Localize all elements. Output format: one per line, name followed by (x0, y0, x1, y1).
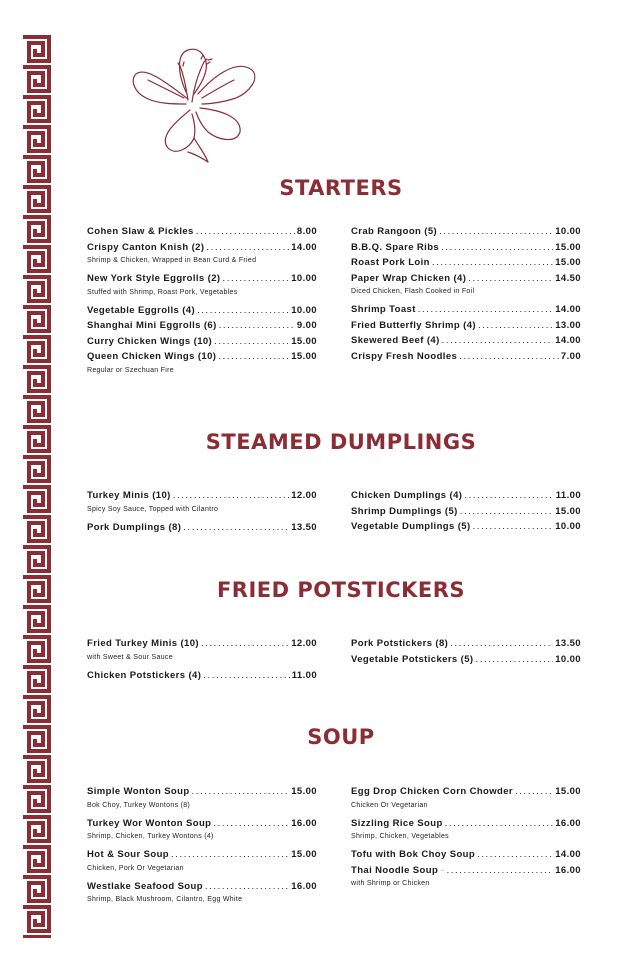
menu-item-line (351, 863, 581, 879)
menu-item-name: Egg Drop Chicken Corn Chowder (351, 786, 514, 797)
menu-item-price: 8.00 (296, 226, 317, 237)
dot-leader (445, 816, 554, 832)
potstickers-right-column (351, 636, 581, 667)
menu-item-price: 14.50 (555, 272, 581, 284)
menu-item (87, 784, 317, 811)
menu-item-price: 12.00 (291, 490, 317, 501)
menu-item-description: Chicken Or Vegetarian (351, 801, 428, 809)
starters-left-column (87, 224, 317, 381)
dot-leader (441, 240, 553, 256)
menu-item-name: B.B.Q. Spare Ribs (351, 241, 440, 253)
menu-item-name: Fried Turkey Minis (10) (87, 638, 199, 649)
menu-item (87, 847, 317, 874)
menu-item-description: Shrimp & Chicken, Wrapped in Bean Curd & Fried (87, 257, 257, 264)
menu-item-name: New York Style Eggrolls (2) (87, 273, 221, 284)
dot-leader (205, 879, 289, 895)
menu-item-price: 12.00 (291, 638, 317, 649)
dot-leader (219, 318, 295, 334)
dot-leader (450, 636, 553, 652)
menu-item-line (351, 302, 581, 318)
greek-key-border (20, 34, 52, 938)
menu-item-line (87, 303, 317, 319)
menu-item-price: 14.00 (555, 335, 581, 346)
menu-item-name: Turkey Minis (10) (87, 490, 171, 501)
menu-item-name: Simple Wonton Soup (87, 786, 190, 797)
soup-left-column (87, 784, 317, 910)
dot-leader (418, 302, 553, 318)
menu-item-name: Vegetable Eggrolls (4) (87, 304, 196, 316)
menu-item-line (351, 318, 581, 334)
menu-item (87, 349, 317, 376)
menu-item-price: 11.00 (555, 490, 581, 501)
menu-item-name: Skewered Beef (4) (351, 335, 440, 346)
menu-item-line (351, 816, 581, 832)
menu-item-line (87, 879, 317, 895)
menu-item (351, 784, 581, 811)
dot-leader (173, 488, 290, 504)
dot-leader (459, 349, 559, 365)
menu-item-price: 10.00 (555, 653, 581, 665)
dot-leader (473, 519, 554, 535)
menu-item-price: 13.50 (291, 521, 317, 533)
menu-item (87, 636, 317, 663)
section-title-soup: SOUP (307, 725, 375, 749)
menu-item-name: Chicken Potstickers (4) (87, 669, 202, 681)
menu-item-name: Shrimp Dumplings (5) (351, 505, 458, 517)
menu-item (87, 240, 317, 267)
menu-item-description: Spicy Soy Sauce, Topped with Cilantro (87, 505, 219, 513)
menu-item-line (87, 488, 317, 504)
menu-item-price: 15.00 (555, 505, 581, 517)
section-title-starters: STARTERS (279, 176, 403, 200)
dot-leader (201, 636, 289, 652)
menu-item-name: Turkey Wor Wonton Soup (87, 817, 212, 829)
menu-item-price: 16.00 (555, 864, 581, 876)
dot-leader (464, 488, 553, 504)
menu-item-line (351, 240, 581, 256)
menu-item-line (87, 847, 317, 863)
dot-leader (192, 784, 290, 800)
menu-item-line (351, 636, 581, 652)
menu-item-price: 15.00 (555, 241, 581, 253)
menu-item-line (87, 334, 317, 350)
menu-item-line (87, 668, 317, 684)
menu-item-description: with Sweet & Sour Sauce (87, 653, 173, 661)
menu-item-price: 15.00 (555, 786, 581, 797)
dot-leader (468, 271, 553, 287)
dot-leader (432, 255, 553, 271)
menu-item (351, 636, 581, 652)
menu-item (351, 302, 581, 318)
menu-item-description: Shrimp, Chicken, Vegetables (351, 833, 449, 840)
menu-item-name: Crispy Fresh Noodles (351, 350, 458, 362)
hibiscus-flower-icon (128, 44, 266, 166)
menu-item-price: 10.00 (291, 273, 317, 284)
menu-item-line (87, 784, 317, 800)
section-title-fried-potstickers: FRIED POTSTICKERS (216, 578, 466, 602)
menu-item (351, 333, 581, 349)
menu-item-name: Crispy Canton Knish (2) (87, 241, 205, 253)
menu-item-price: 10.00 (291, 304, 317, 316)
menu-item-name: Roast Pork Loin (351, 257, 430, 268)
dot-leader (213, 816, 289, 832)
menu-item-name: Vegetable Potstickers (5) (351, 653, 474, 665)
menu-item-price: 16.00 (555, 817, 581, 829)
menu-item-price: 14.00 (555, 849, 581, 860)
dot-leader (197, 303, 289, 319)
menu-item (351, 488, 581, 504)
menu-item-line (351, 224, 581, 240)
dot-leader (442, 333, 554, 349)
potstickers-left-column (87, 636, 317, 683)
menu-item-line (87, 636, 317, 652)
menu-item-name: Shrimp Toast (351, 304, 416, 315)
chili-pepper-icon (441, 867, 444, 873)
menu-item-description: with Shrimp or Chicken (351, 880, 430, 887)
menu-item-price: 9.00 (296, 320, 317, 331)
soup-right-column (351, 784, 581, 894)
menu-item-name: Fried Butterfly Shrimp (4) (351, 319, 476, 331)
menu-item-line (87, 520, 317, 536)
menu-item-line (87, 318, 317, 334)
menu-item-line (87, 349, 317, 365)
menu-item-price: 10.00 (555, 226, 581, 237)
menu-item (351, 318, 581, 334)
menu-item-line (351, 847, 581, 863)
menu-item-name: Chicken Dumplings (4) (351, 490, 463, 501)
menu-item-description: Stuffed with Shrimp, Roast Pork, Vegetables (87, 288, 238, 296)
menu-item-line (87, 240, 317, 256)
dot-leader (222, 271, 289, 287)
menu-item (87, 303, 317, 319)
menu-item-line (87, 271, 317, 287)
dot-leader (477, 847, 553, 863)
dumplings-left-column (87, 488, 317, 535)
menu-item-name: Sizzling Rice Soup (351, 817, 443, 829)
menu-item-price: 16.00 (291, 817, 317, 829)
menu-item-price: 15.00 (291, 786, 317, 797)
menu-item (87, 334, 317, 350)
dot-leader (515, 784, 553, 800)
menu-item-line (351, 255, 581, 271)
menu-item (87, 488, 317, 515)
menu-item (351, 863, 581, 890)
menu-item (87, 879, 317, 906)
dot-leader (203, 668, 289, 684)
menu-item-name: Queen Chicken Wings (10) (87, 351, 217, 362)
dot-leader (171, 847, 289, 863)
menu-item (351, 224, 581, 240)
menu-item-price: 13.50 (555, 638, 581, 649)
menu-item-line (351, 519, 581, 535)
menu-item-line (87, 224, 317, 240)
menu-item-line (351, 488, 581, 504)
menu-item-name: Hot & Sour Soup (87, 849, 169, 860)
menu-item-price: 10.00 (555, 521, 581, 532)
dot-leader (475, 652, 553, 668)
menu-item (351, 816, 581, 843)
menu-item (351, 519, 581, 535)
menu-item-line (351, 504, 581, 520)
menu-item-price: 15.00 (291, 849, 317, 860)
menu-item-description: Chicken, Pork Or Vegetarian (87, 864, 184, 872)
menu-item (351, 271, 581, 298)
menu-item (87, 224, 317, 240)
menu-item (351, 504, 581, 520)
dot-leader (196, 224, 295, 240)
menu-item-name: Pork Dumplings (8) (87, 521, 182, 533)
menu-item (351, 847, 581, 863)
menu-item-description: Bok Choy, Turkey Wontons (8) (87, 801, 191, 809)
menu-item-name: Westlake Seafood Soup (87, 880, 203, 892)
menu-item-line (351, 271, 581, 287)
dot-leader (206, 240, 289, 256)
menu-item-line (351, 333, 581, 349)
menu-item-name: Vegetable Dumplings (5) (351, 521, 471, 532)
menu-item (351, 652, 581, 668)
menu-item-line (351, 349, 581, 365)
menu-item (87, 271, 317, 298)
dot-leader (218, 349, 289, 365)
menu-item-name: Curry Chicken Wings (10) (87, 335, 213, 347)
dot-leader (478, 318, 553, 334)
dot-leader (183, 520, 289, 536)
menu-item-price: 15.00 (291, 351, 317, 362)
menu-item-line (87, 816, 317, 832)
menu-item (351, 349, 581, 365)
dot-leader (460, 504, 554, 520)
menu-item (87, 816, 317, 843)
dumplings-right-column (351, 488, 581, 535)
menu-item-price: 14.00 (291, 241, 317, 253)
dot-leader (439, 224, 553, 240)
starters-right-column (351, 224, 581, 364)
section-title-steamed-dumplings: STEAMED DUMPLINGS (205, 430, 477, 454)
menu-item-name: Thai Noodle Soup (351, 864, 439, 876)
menu-item-description: Shrimp, Chicken, Turkey Wontons (4) (87, 833, 214, 840)
menu-item-description: Diced Chicken, Flash Cooked in Foil (351, 288, 475, 295)
menu-item-price: 13.00 (555, 319, 581, 331)
menu-item-price: 7.00 (560, 350, 581, 362)
menu-item-name: Crab Rangoon (5) (351, 226, 438, 237)
menu-item-description: Shrimp, Black Mushroom, Cilantro, Egg White (87, 896, 243, 903)
menu-item-price: 14.00 (555, 304, 581, 315)
menu-item-price: 16.00 (291, 880, 317, 892)
menu-item-name: Tofu with Bok Choy Soup (351, 849, 476, 860)
dot-leader (447, 863, 554, 879)
menu-item-description: Regular or Szechuan Fire (87, 366, 174, 374)
menu-item-line (351, 652, 581, 668)
menu-item (87, 520, 317, 536)
menu-item-price: 15.00 (555, 257, 581, 268)
menu-item-price: 11.00 (291, 669, 317, 681)
menu-item-name: Pork Potstickers (8) (351, 638, 449, 649)
menu-item-name: Paper Wrap Chicken (4) (351, 272, 467, 284)
menu-item (351, 255, 581, 271)
menu-item-name: Shanghai Mini Eggrolls (6) (87, 320, 217, 331)
dot-leader (214, 334, 289, 350)
menu-item (351, 240, 581, 256)
menu-item-line (351, 784, 581, 800)
menu-item-name: Cohen Slaw & Pickles (87, 226, 194, 237)
menu-item (87, 668, 317, 684)
menu-item (87, 318, 317, 334)
menu-item-price: 15.00 (291, 335, 317, 347)
